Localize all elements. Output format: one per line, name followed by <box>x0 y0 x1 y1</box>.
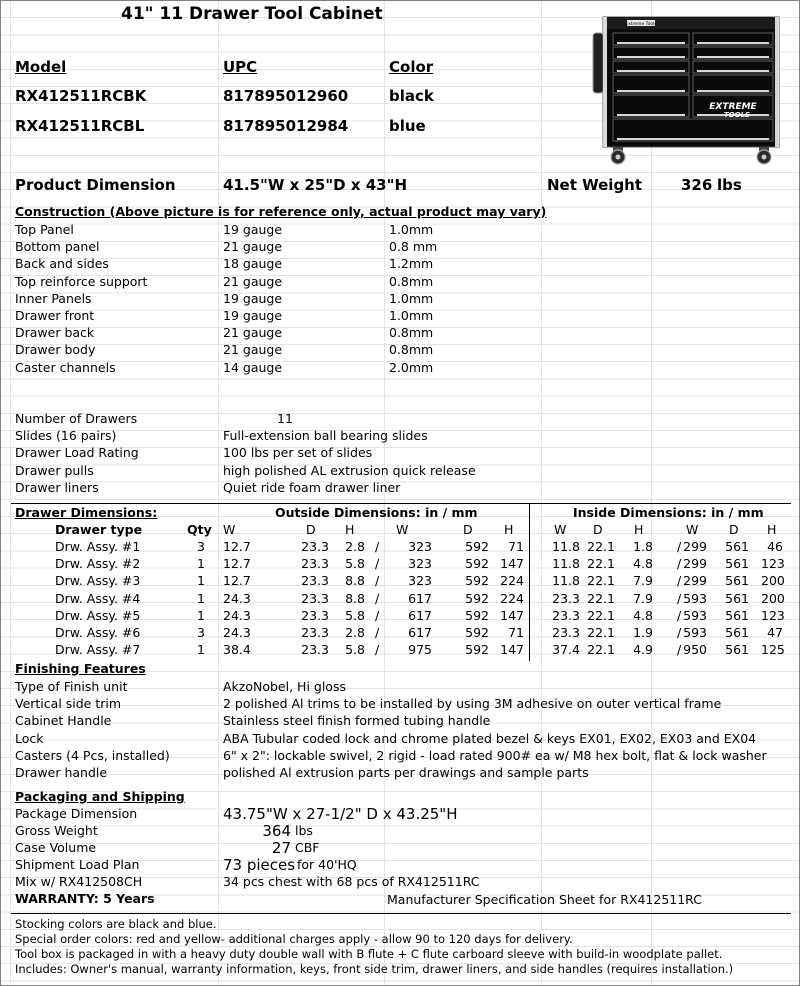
drawer-outside-value: 23.3 <box>301 539 329 554</box>
dimension-slash: / <box>677 642 682 658</box>
drawer-inside-value: 200 <box>761 590 785 606</box>
construction-part: Caster channels <box>15 359 116 375</box>
drawer-outside-value: 24.3 <box>223 607 251 623</box>
drawer-inside-value: 125 <box>761 642 785 658</box>
drawer-inside-value: 561 <box>725 539 749 554</box>
drawer-outside-value: 592 <box>465 539 489 554</box>
drawer-inside-value: 4.9 <box>633 642 653 658</box>
product-dimension-label: Product Dimension <box>15 176 176 194</box>
drawer-outside-value: 592 <box>465 642 489 658</box>
drawer-table-top-rule <box>11 503 791 504</box>
drawer-type-header: Drawer type <box>55 522 143 537</box>
model-1-upc: 817895012960 <box>223 87 349 105</box>
inside-dimensions-heading: Inside Dimensions: in / mm <box>573 505 764 520</box>
package-dimension-value: 43.75"W x 27-1/2" D x 43.25"H <box>223 805 458 823</box>
drawer-inside-value: 561 <box>725 642 749 658</box>
drawer-qty: 1 <box>197 573 205 589</box>
construction-gauge: 21 gauge <box>223 239 283 255</box>
spec-value: 11 <box>277 411 293 426</box>
construction-thickness: 1.0mm <box>389 222 434 237</box>
model-1-name: RX412511RCBK <box>15 87 147 105</box>
drawer-outside-value: 24.3 <box>223 625 251 640</box>
drawer-outside-value: 23.3 <box>301 590 329 606</box>
case-volume-value: 27 <box>271 839 291 857</box>
construction-gauge: 19 gauge <box>223 222 283 237</box>
drawer-inside-value: 23.3 <box>552 590 580 606</box>
drawer-type: Drw. Assy. #1 <box>55 539 141 554</box>
shipment-load-label: Shipment Load Plan <box>15 857 140 872</box>
drawer-outside-value: 23.3 <box>301 607 329 623</box>
drawer-outside-value: 617 <box>408 607 432 623</box>
dimension-slash: / <box>375 625 380 640</box>
construction-part: Drawer front <box>15 308 95 323</box>
construction-part: Top reinforce support <box>15 273 148 289</box>
drawer-outside-value: 147 <box>500 642 524 658</box>
spec-label: Slides (16 pairs) <box>15 428 117 444</box>
drawer-outside-value: 975 <box>408 642 432 658</box>
dimension-slash: / <box>677 625 682 640</box>
construction-gauge: 14 gauge <box>223 359 283 375</box>
drawer-inside-value: 7.9 <box>633 590 653 606</box>
note-4: Includes: Owner's manual, warranty information, keys, front side trim, drawer liners, and side handles (requires installation.) <box>15 962 734 976</box>
outside-dimensions-heading: Outside Dimensions: in / mm <box>275 505 478 520</box>
construction-part: Drawer body <box>15 342 96 358</box>
construction-thickness: 0.8 mm <box>389 239 438 255</box>
construction-gauge: 18 gauge <box>223 256 283 272</box>
construction-gauge: 21 gauge <box>223 325 283 341</box>
dimension-slash: / <box>375 607 380 623</box>
drawer-outside-value: 12.7 <box>223 556 251 572</box>
drawer-col-header: W <box>396 522 409 537</box>
page-title: 41" 11 Drawer Tool Cabinet <box>121 4 383 24</box>
upc-header: UPC <box>223 58 258 76</box>
drawer-inside-value: 593 <box>683 607 707 623</box>
gross-weight-unit: lbs <box>295 823 313 838</box>
warranty: WARRANTY: 5 Years <box>15 891 155 906</box>
drawer-inside-value: 23.3 <box>552 625 580 640</box>
dimension-slash: / <box>375 556 380 572</box>
drawer-col-header: D <box>729 522 739 537</box>
drawer-col-header: W <box>686 522 699 537</box>
drawer-inside-value: 299 <box>683 539 707 554</box>
dimension-slash: / <box>677 590 682 606</box>
finishing-value: 6" x 2": lockable swivel, 2 rigid - load rated 900# ea w/ M8 hex bolt, flat & lock washer <box>223 747 767 763</box>
drawer-inside-value: 1.9 <box>633 625 653 640</box>
dimension-slash: / <box>375 590 380 606</box>
construction-thickness: 1.0mm <box>389 308 434 323</box>
finishing-label: Casters (4 Pcs, installed) <box>15 747 170 763</box>
drawer-inside-value: 37.4 <box>552 642 580 658</box>
svg-text:EXTREME: EXTREME <box>709 102 757 112</box>
model-2-upc: 817895012984 <box>223 117 349 135</box>
drawer-inside-value: 200 <box>761 573 785 589</box>
package-dimension-label: Package Dimension <box>15 806 138 821</box>
drawer-inside-value: 11.8 <box>552 539 580 554</box>
drawer-outside-value: 38.4 <box>223 642 251 658</box>
construction-part: Bottom panel <box>15 239 100 255</box>
model-2-color: blue <box>389 117 426 135</box>
construction-thickness: 1.0mm <box>389 290 434 306</box>
construction-gauge: 19 gauge <box>223 308 283 323</box>
drawer-inside-value: 561 <box>725 625 749 640</box>
drawer-outside-value: 323 <box>408 539 432 554</box>
construction-gauge: 21 gauge <box>223 342 283 358</box>
drawer-outside-value: 147 <box>500 607 524 623</box>
drawer-outside-value: 592 <box>465 590 489 606</box>
drawer-qty: 3 <box>197 539 205 554</box>
drawer-col-header: H <box>767 522 777 537</box>
construction-thickness: 1.2mm <box>389 256 434 272</box>
drawer-inside-value: 22.1 <box>587 556 615 572</box>
drawer-col-header: D <box>593 522 603 537</box>
net-weight-label: Net Weight <box>547 176 643 194</box>
gross-weight-label: Gross Weight <box>15 823 98 838</box>
drawer-inside-value: 561 <box>725 556 749 572</box>
spec-label: Drawer pulls <box>15 462 94 478</box>
spec-value: Full-extension ball bearing slides <box>223 428 428 444</box>
drawer-type: Drw. Assy. #4 <box>55 590 141 606</box>
drawer-col-header: H <box>634 522 644 537</box>
drawer-inside-value: 561 <box>725 573 749 589</box>
drawer-inside-value: 4.8 <box>633 607 653 623</box>
drawer-inside-value: 22.1 <box>587 625 615 640</box>
note-3: Tool box is packaged in with a heavy duty double wall with B flute + C flute carboard sleeve with build-in woodplate pallet. <box>15 947 723 961</box>
drawer-outside-value: 8.8 <box>345 573 365 589</box>
note-2: Special order colors: red and yellow- additional charges apply - allow 90 to 120 days for delivery. <box>15 932 573 946</box>
drawer-inside-value: 123 <box>761 607 785 623</box>
construction-heading: Construction (Above picture is for reference only, actual product may vary) <box>15 204 547 219</box>
dimension-slash: / <box>375 573 380 589</box>
construction-part: Drawer back <box>15 325 95 341</box>
drawer-inside-value: 123 <box>761 556 785 572</box>
qty-header: Qty <box>187 522 212 537</box>
drawer-inside-value: 593 <box>683 625 707 640</box>
drawer-outside-value: 592 <box>465 556 489 572</box>
drawer-inside-value: 22.1 <box>587 590 615 606</box>
spec-label: Drawer liners <box>15 479 99 495</box>
finishing-value: polished Al extrusion parts per drawings and sample parts <box>223 765 589 780</box>
drawer-qty: 1 <box>197 607 205 623</box>
drawer-inside-value: 23.3 <box>552 607 580 623</box>
drawer-outside-value: 592 <box>465 625 489 640</box>
drawer-outside-value: 8.8 <box>345 590 365 606</box>
drawer-outside-value: 2.8 <box>345 625 365 640</box>
drawer-outside-value: 147 <box>500 556 524 572</box>
finishing-value: ABA Tubular coded lock and chrome plated bezel & keys EX01, EX02, EX03 and EX04 <box>223 730 757 746</box>
finishing-label: Cabinet Handle <box>15 713 112 729</box>
drawer-col-header: D <box>306 522 316 537</box>
drawer-col-header: W <box>554 522 567 537</box>
drawer-outside-value: 23.3 <box>301 573 329 589</box>
spec-value: high polished AL extrusion quick release <box>223 462 476 478</box>
model-header: Model <box>15 58 67 76</box>
drawer-col-header: D <box>463 522 473 537</box>
finishing-label: Lock <box>15 730 44 746</box>
caster-wheels <box>611 147 771 164</box>
drawer-outside-value: 323 <box>408 556 432 572</box>
drawer-outside-value: 617 <box>408 590 432 606</box>
drawer-table-divider <box>529 503 530 661</box>
dimension-slash: / <box>677 556 682 572</box>
product-dimension-value: 41.5"W x 25"D x 43"H <box>223 176 407 194</box>
case-volume-unit: CBF <box>295 840 320 855</box>
drawer-type: Drw. Assy. #2 <box>55 556 141 572</box>
drawer-outside-value: 224 <box>500 590 524 606</box>
spec-value: 100 lbs per set of slides <box>223 445 373 461</box>
construction-gauge: 21 gauge <box>223 273 283 289</box>
footer-title: Manufacturer Specification Sheet for RX412511RC <box>387 892 702 907</box>
drawer-qty: 1 <box>197 642 205 658</box>
drawer-col-header: W <box>223 522 236 537</box>
packaging-heading: Packaging and Shipping <box>15 789 185 804</box>
mix-label: Mix w/ RX412508CH <box>15 874 143 889</box>
drawer-inside-value: 561 <box>725 607 749 623</box>
drawer-inside-value: 11.8 <box>552 556 580 572</box>
drawer-outside-value: 23.3 <box>301 556 329 572</box>
drawer-inside-value: 299 <box>683 573 707 589</box>
drawer-inside-value: 593 <box>683 590 707 606</box>
drawer-outside-value: 323 <box>408 573 432 589</box>
drawer-outside-value: 5.8 <box>345 607 365 623</box>
construction-thickness: 0.8mm <box>389 342 434 358</box>
drawer-col-header: H <box>504 522 514 537</box>
finishing-label: Drawer handle <box>15 765 108 780</box>
construction-part: Top Panel <box>15 222 74 237</box>
svg-text:TOOLS: TOOLS <box>723 111 751 119</box>
drawer-outside-value: 71 <box>508 539 524 554</box>
drawer-inside-value: 1.8 <box>633 539 653 554</box>
drawer-outside-value: 12.7 <box>223 539 251 554</box>
drawer-inside-value: 561 <box>725 590 749 606</box>
dimension-slash: / <box>375 539 380 554</box>
drawer-inside-value: 22.1 <box>587 573 615 589</box>
dimension-slash: / <box>375 642 380 658</box>
net-weight-value: 326 <box>681 176 713 194</box>
svg-text:Extreme Tools: Extreme Tools <box>625 22 657 27</box>
drawer-inside-value: 22.1 <box>587 642 615 658</box>
drawer-inside-value: 22.1 <box>587 539 615 554</box>
note-1: Stocking colors are black and blue. <box>15 917 217 931</box>
drawer-qty: 1 <box>197 590 205 606</box>
dimension-slash: / <box>677 539 682 554</box>
drawer-type: Drw. Assy. #7 <box>55 642 141 658</box>
model-1-color: black <box>389 87 434 105</box>
finishing-heading: Finishing Features <box>15 661 146 676</box>
drawer-inside-value: 46 <box>767 539 783 554</box>
construction-gauge: 19 gauge <box>223 290 283 306</box>
spec-value: Quiet ride foam drawer liner <box>223 479 401 495</box>
drawer-outside-value: 5.8 <box>345 642 365 658</box>
construction-part: Inner Panels <box>15 290 92 306</box>
mix-value: 34 pcs chest with 68 pcs of RX412511RC <box>223 874 480 889</box>
drawer-inside-value: 950 <box>683 642 707 658</box>
finishing-value: 2 polished Al trims to be installed by using 3M adhesive on outer vertical frame <box>223 696 722 712</box>
construction-thickness: 0.8mm <box>389 273 434 289</box>
finishing-label: Type of Finish unit <box>15 679 128 694</box>
dimension-slash: / <box>677 607 682 623</box>
drawer-outside-value: 5.8 <box>345 556 365 572</box>
drawer-type: Drw. Assy. #3 <box>55 573 141 589</box>
model-2-name: RX412511RCBL <box>15 117 145 135</box>
drawer-outside-value: 23.3 <box>301 625 329 640</box>
drawer-type: Drw. Assy. #6 <box>55 625 141 640</box>
spec-label: Drawer Load Rating <box>15 445 139 461</box>
color-header: Color <box>389 58 434 76</box>
drawer-qty: 1 <box>197 556 205 572</box>
drawer-outside-value: 23.3 <box>301 642 329 658</box>
drawer-inside-value: 22.1 <box>587 607 615 623</box>
drawer-outside-value: 224 <box>500 573 524 589</box>
construction-thickness: 2.0mm <box>389 359 434 375</box>
drawer-outside-value: 617 <box>408 625 432 640</box>
drawer-col-header: H <box>345 522 355 537</box>
spec-label: Number of Drawers <box>15 411 138 426</box>
shipment-load-value: 73 pieces <box>223 856 296 874</box>
construction-part: Back and sides <box>15 256 109 272</box>
drawer-outside-value: 12.7 <box>223 573 251 589</box>
drawer-outside-value: 592 <box>465 573 489 589</box>
drawer-inside-value: 299 <box>683 556 707 572</box>
finishing-value: Stainless steel finish formed tubing handle <box>223 713 491 729</box>
drawer-inside-value: 11.8 <box>552 573 580 589</box>
drawer-outside-value: 2.8 <box>345 539 365 554</box>
tool-cabinet-image <box>591 13 791 165</box>
finishing-value: AkzoNobel, Hi gloss <box>223 679 346 694</box>
finishing-label: Vertical side trim <box>15 696 122 712</box>
drawer-inside-value: 47 <box>767 625 783 640</box>
drawer-inside-value: 4.8 <box>633 556 653 572</box>
notes-rule <box>11 913 791 914</box>
net-weight-unit: lbs <box>717 176 742 194</box>
drawer-inside-value: 7.9 <box>633 573 653 589</box>
construction-thickness: 0.8mm <box>389 325 434 341</box>
drawer-outside-value: 71 <box>508 625 524 640</box>
shipment-load-note: for 40'HQ <box>297 857 357 872</box>
drawer-outside-value: 592 <box>465 607 489 623</box>
drawer-type: Drw. Assy. #5 <box>55 607 141 623</box>
case-volume-label: Case Volume <box>15 840 97 855</box>
gross-weight-value: 364 <box>262 822 291 840</box>
drawer-outside-value: 24.3 <box>223 590 251 606</box>
dimension-slash: / <box>677 573 682 589</box>
drawer-qty: 3 <box>197 625 205 640</box>
drawer-dimensions-heading: Drawer Dimensions: <box>15 505 158 520</box>
